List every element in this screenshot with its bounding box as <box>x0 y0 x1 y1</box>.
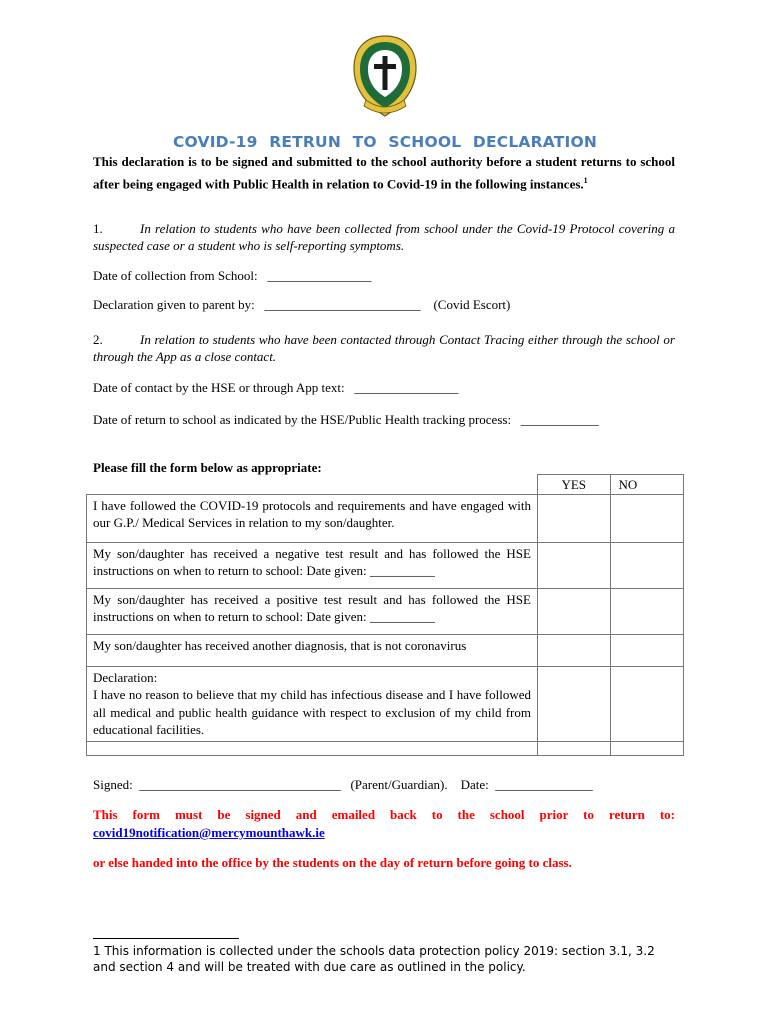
declaration-title: Declaration: <box>93 670 158 685</box>
yes-checkbox-cell[interactable] <box>537 667 610 742</box>
no-checkbox-cell[interactable] <box>610 667 684 742</box>
no-checkbox-cell[interactable] <box>610 635 684 667</box>
return-date-line: Date of return to school as indicated by the HSE/Public Health tracking process: ____________ <box>93 412 599 427</box>
collection-date-line: Date of collection from School: ________________ <box>93 268 372 283</box>
footnote-divider <box>93 938 239 939</box>
empty-cell <box>610 741 684 755</box>
section-1-text: 1. In relation to students who have been collected from school under the Covid-19 Protocol covering a suspected case or a student who is self-reporting symptoms. <box>93 221 675 253</box>
return-notice: This form must be signed and emailed back to the school prior to return to: <box>93 807 675 822</box>
table-row <box>87 741 684 755</box>
yes-checkbox-cell[interactable] <box>537 635 610 667</box>
statement-cell: My son/daughter has received another diagnosis, that is not coronavirus <box>87 635 538 667</box>
contact-date-line: Date of contact by the HSE or through App text: ________________ <box>93 380 459 395</box>
intro-text: This declaration is to be signed and submitted to the school authority before a student returns to school after being engaged with Public Health in relation to Covid-19 in the following instances.$^1$ <box>93 154 675 191</box>
footnote-text: 1 This information is collected under the schools data protection policy 2019: section 3.1, 3.2 and section 4 and will be treated with due care as outlined in the policy. <box>93 944 655 974</box>
table-row <box>87 495 684 543</box>
empty-cell <box>87 741 538 755</box>
yes-checkbox-cell[interactable] <box>537 543 610 589</box>
table-row <box>87 635 684 667</box>
empty-cell <box>537 741 610 755</box>
yes-checkbox-cell[interactable] <box>537 589 610 635</box>
declaration-form-table <box>86 474 684 756</box>
no-checkbox-cell[interactable] <box>610 543 684 589</box>
table-row <box>87 589 684 635</box>
statement-cell: My son/daughter has received a negative test result and has followed the HSE instructions on when to return to school: Date given: __________ <box>87 543 538 589</box>
footnote-ref: 1 <box>583 175 588 185</box>
declaration-text: I have no reason to believe that my child has infectious disease and I have followed all medical and public health guidance with respect to exclusion of my child from educational facilities. <box>93 687 531 737</box>
yes-checkbox-cell[interactable] <box>537 495 610 543</box>
table-row <box>87 667 684 742</box>
header-blank-cell <box>87 475 538 495</box>
alternative-notice: or else handed into the office by the students on the day of return before going to class. <box>93 855 572 870</box>
school-crest-icon <box>352 34 418 118</box>
declaration-cell <box>87 667 538 742</box>
column-yes-header: YES <box>537 475 610 495</box>
statement-cell: My son/daughter has received a positive test result and has followed the HSE instructions on when to return to school: Date given: __________ <box>87 589 538 635</box>
signature-line: Signed: _______________________________ (Parent/Guardian). Date: _______________ <box>93 777 593 792</box>
parent-declaration-line: Declaration given to parent by: ________________________ (Covid Escort) <box>93 297 511 312</box>
no-checkbox-cell[interactable] <box>610 589 684 635</box>
section-2-text: 2. In relation to students who have been contacted through Contact Tracing either through the school or through the App as a close contact. <box>93 332 675 364</box>
page-title: COVID-19 RETRUN TO SCHOOL DECLARATION <box>172 133 598 151</box>
table-row <box>87 543 684 589</box>
form-heading: Please fill the form below as appropriate: <box>93 460 322 475</box>
column-no-header: NO <box>610 475 684 495</box>
email-link[interactable]: covid19notification@mercymounthawk.ie <box>93 825 325 840</box>
statement-cell: I have followed the COVID-19 protocols and requirements and have engaged with our G.P./ Medical Services in relation to my son/daughter. <box>87 495 538 543</box>
no-checkbox-cell[interactable] <box>610 495 684 543</box>
